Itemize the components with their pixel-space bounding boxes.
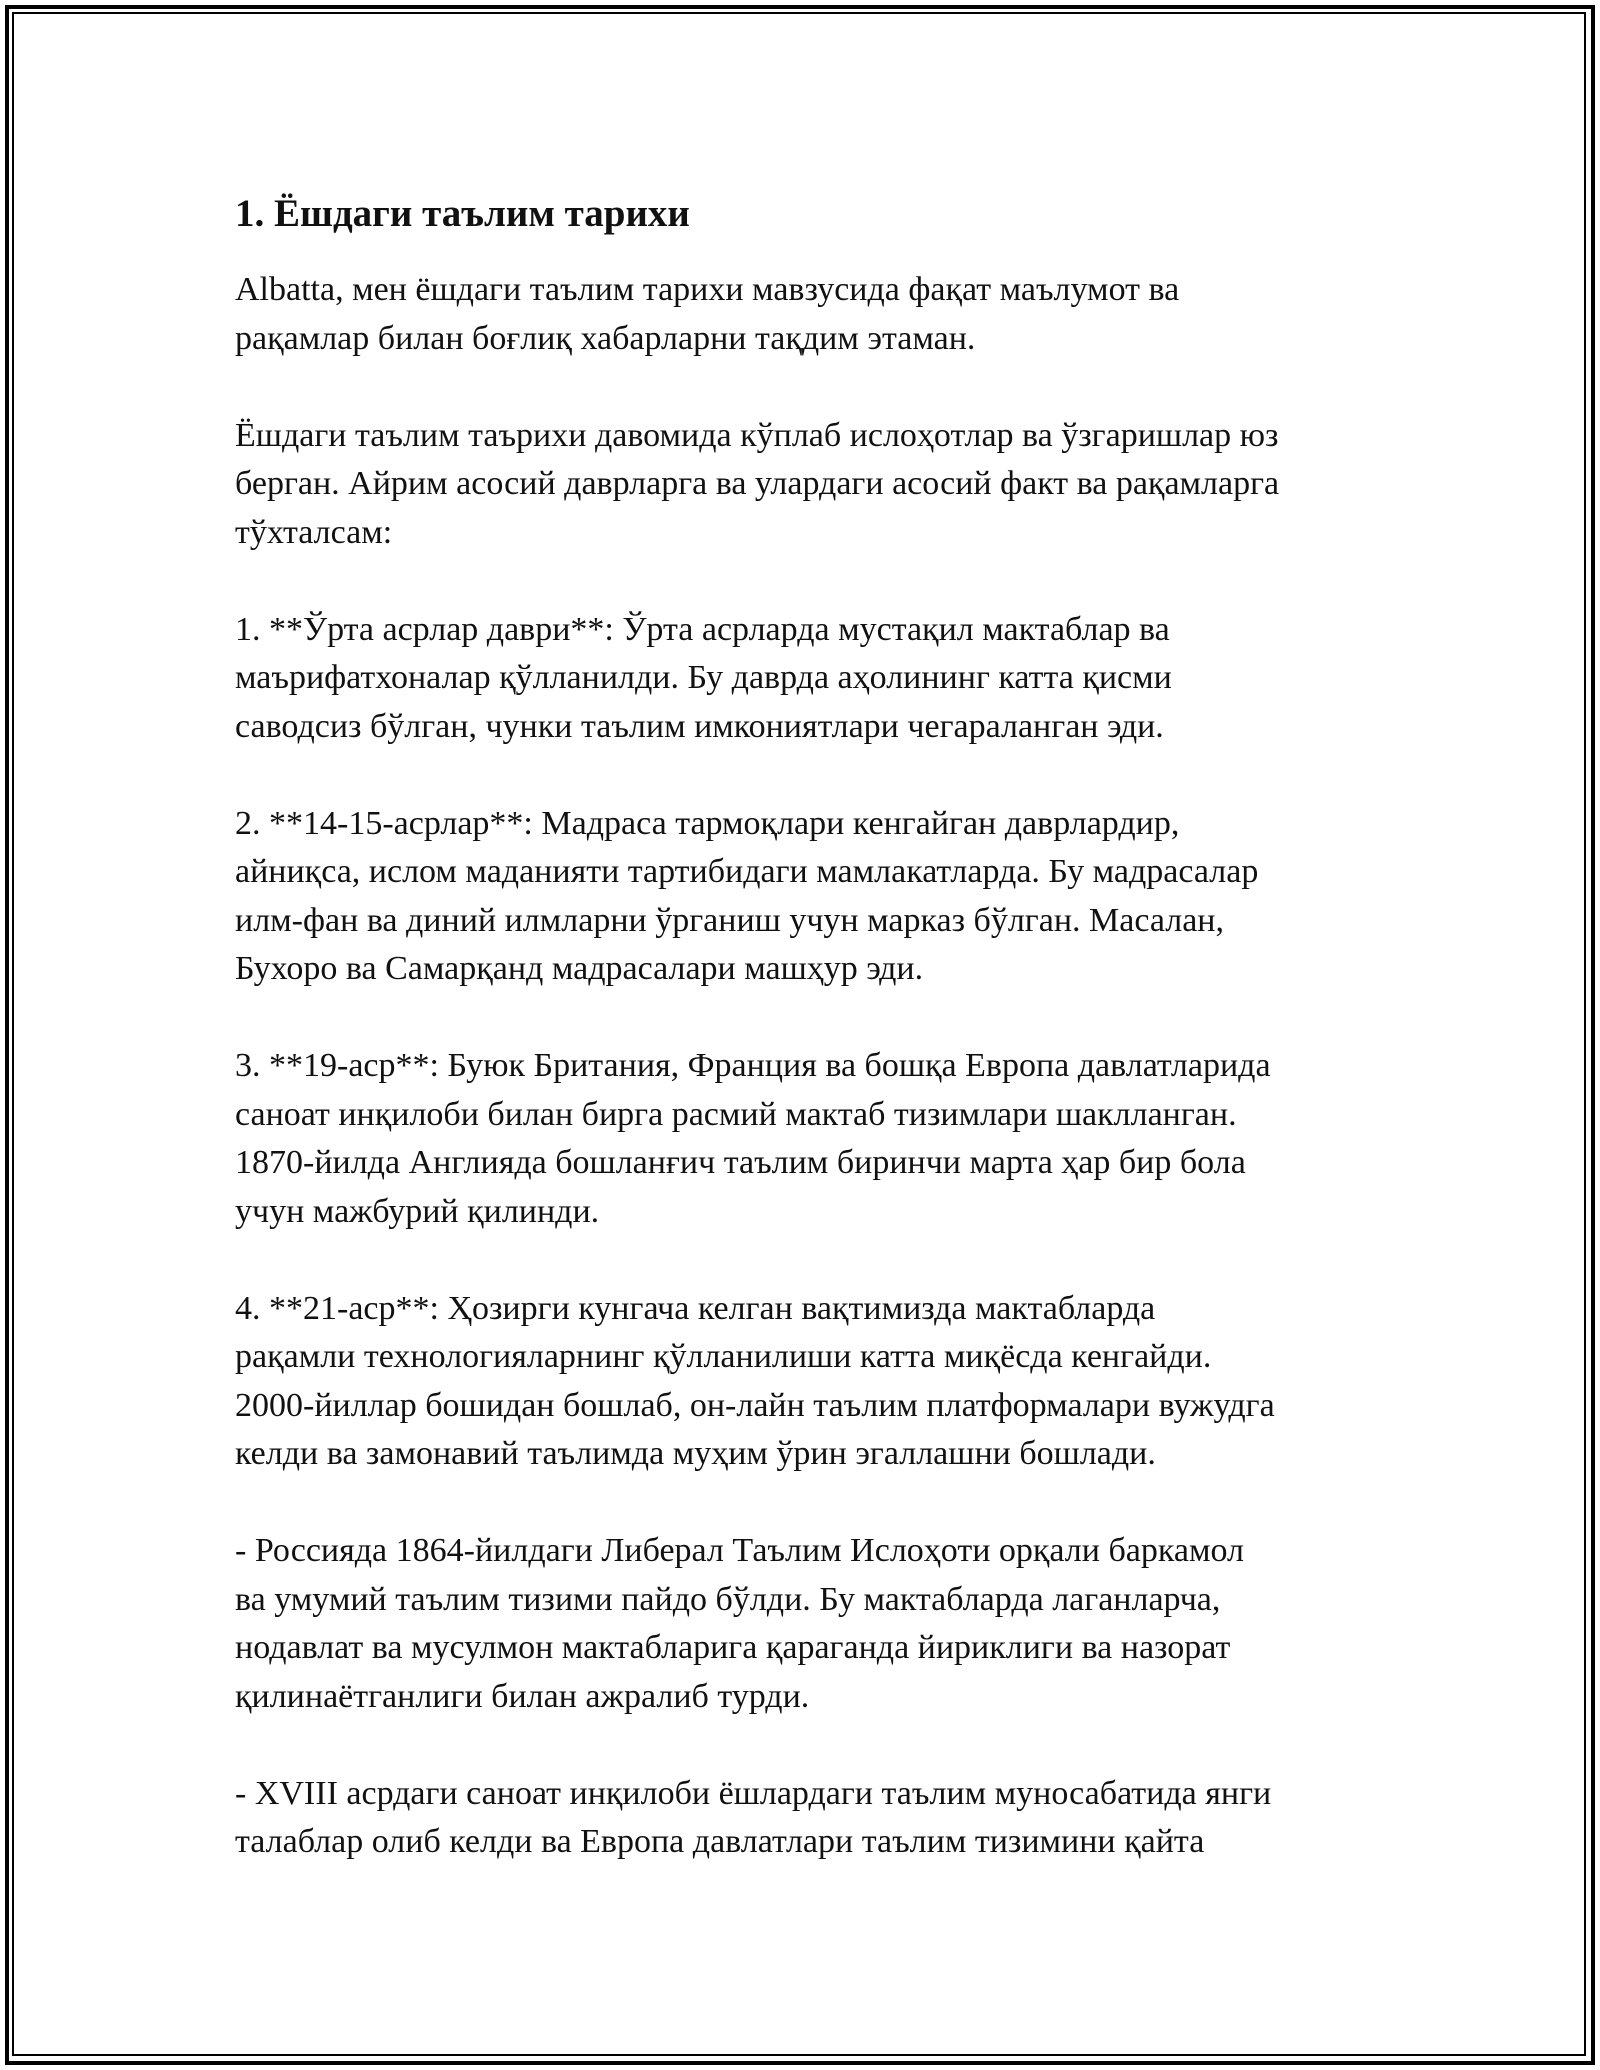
paragraph-overview: Ёшдаги таълим таърихи давомида кўплаб ислоҳотлар ва ўзгаришлар юз берган. Айрим асосий даврларга ва улардаги асосий факт ва рақамларга тўхталсам: [235, 416, 1280, 551]
paragraph-bullet-russia: - Россияда 1864-йилдаги Либерал Таълим Ислоҳоти орқали баркамол ва умумий таълим тизими пайдо бўлди. Бу мактабларда лаганларча, нодавлат ва мусулмон мактабларига қараганда йириклиги ва назорат қилинаётганлиги билан ажралиб турди. [235, 1532, 1244, 1715]
paragraph-item-4: 4. **21-аср**: Ҳозирги кунгача келган вақтимизда мактабларда рақамли технологияларнинг қўлланилиши катта миқёсда кенгайди. 2000-йиллар бошидан бошлаб, он-лайн таълим платформалари вужудга келди ва замонавий таълимда муҳим ўрин эгаллашни бошлади. [235, 1289, 1275, 1472]
paragraph-item-2: 2. **14-15-асрлар**: Мадраса тармоқлари кенгайган даврлардир, айниқса, ислом маданияти тартибидаги мамлакатларда. Бу мадрасалар илм-фан ва диний илмларни ўрганиш учун марказ бўлган. Масалан, Бухоро ва Самарқанд мадрасалари машҳур эди. [235, 804, 1259, 987]
document-body [235, 188, 1385, 1915]
paragraph-item-3: 3. **19-аср**: Буюк Британия, Франция ва бошқа Европа давлатларида саноат инқилоби билан бирга расмий мактаб тизимлари шаклланган. 1870-йилда Англияда бошланғич таълим биринчи марта ҳар бир бола учун мажбурий қилинди. [235, 1047, 1271, 1230]
document-title: 1. Ёшдаги таълим тарихи [235, 192, 690, 235]
paragraph-bullet-xviii: - XVIII асрдаги саноат инқилоби ёшлардаги таълим муносабатида янги талаблар олиб келди ва Европа давлатлари таълим тизимини қайта [235, 1774, 1272, 1860]
paragraph-item-1: 1. **Ўрта асрлар даври**: Ўрта асрларда мустақил мактаблар ва маърифатхоналар қўлланилди. Бу даврда аҳолининг катта қисми саводсиз бўлган, чунки таълим имкониятлари чегараланган эди. [235, 610, 1172, 745]
paragraph-intro: Albatta, мен ёшдаги таълим тарихи мавзусида фақат маълумот ва рақамлар билан боғлиқ хабарларни тақдим этаман. [235, 271, 1180, 357]
